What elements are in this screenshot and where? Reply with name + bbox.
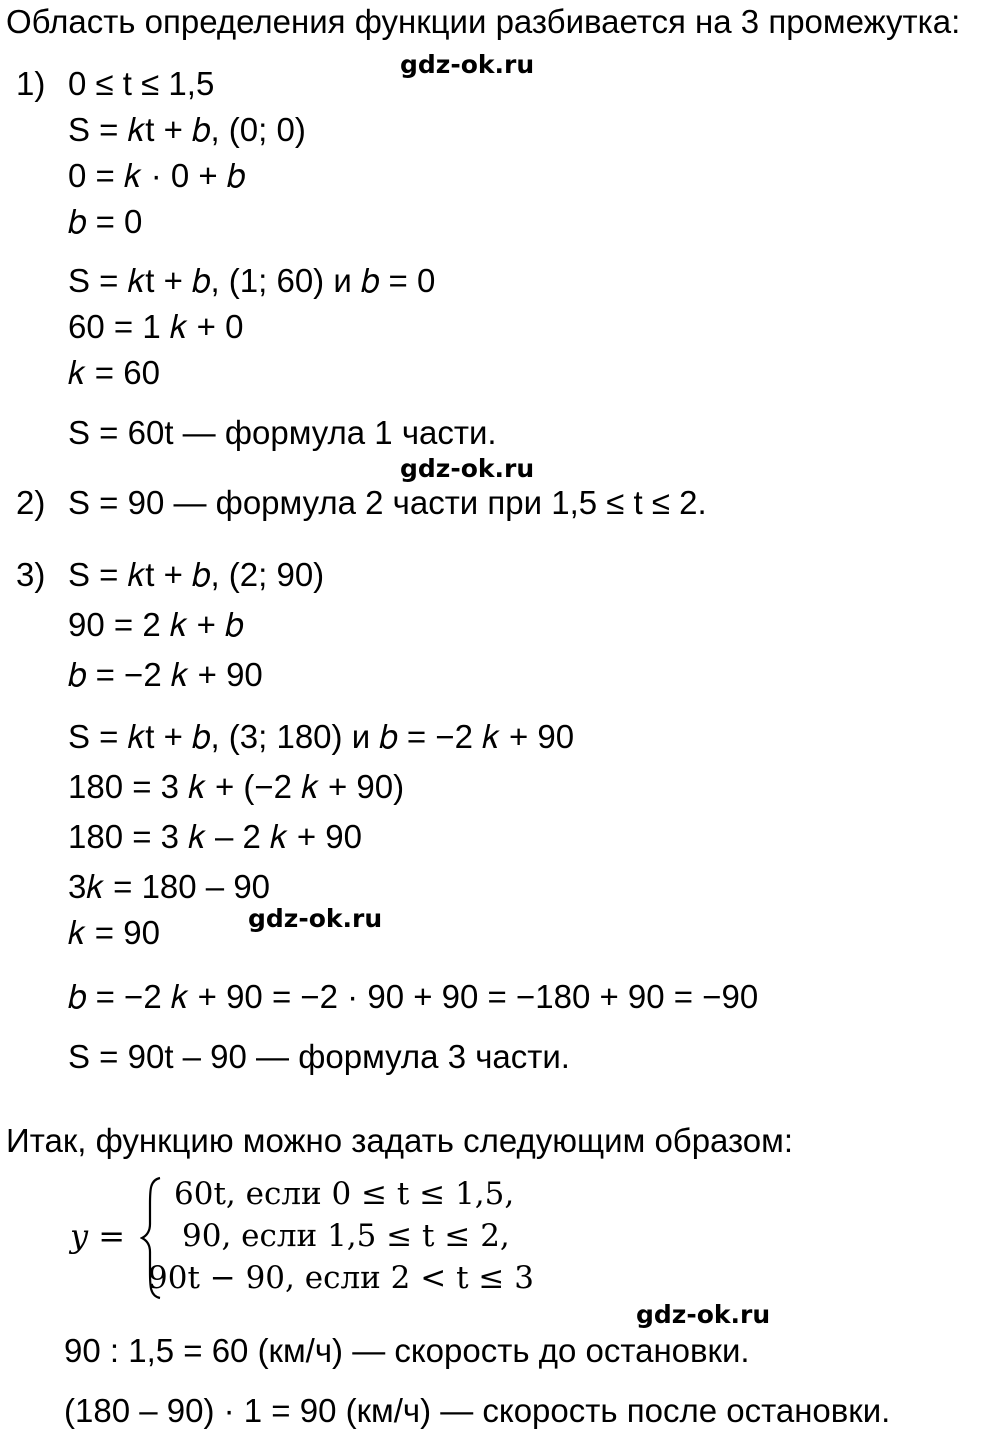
part3-line: 𝑘 = 90 (68, 914, 160, 951)
part3-line: 180 = 3 𝑘 + (−2 𝑘 + 90) (68, 768, 405, 805)
part1-line: 𝑏 = 0 (68, 203, 143, 240)
watermark: gdz-ok.ru (400, 454, 535, 483)
part1-formula: S = 60t — формула 1 части. (68, 414, 497, 451)
part3-formula: S = 90t – 90 — формула 3 части. (68, 1038, 570, 1075)
summary-text: Итак, функцию можно задать следующим образом: (6, 1122, 794, 1159)
system-case: 90, если 1,5 ≤ t ≤ 2, (182, 1218, 510, 1254)
part1-line: 0 = 𝑘 · 0 + 𝑏 (68, 157, 246, 194)
part1-line: 0 ≤ t ≤ 1,5 (68, 65, 215, 102)
part1-line: 𝑘 = 60 (68, 354, 160, 391)
part1-line: S = 𝑘t + 𝑏, (0; 0) (68, 111, 306, 148)
part3-line: 𝑏 = −2 𝑘 + 90 (68, 656, 263, 693)
part3-line: 90 = 2 𝑘 + 𝑏 (68, 606, 244, 643)
watermark: gdz-ok.ru (636, 1300, 771, 1329)
speed-after-stop: (180 – 90) · 1 = 90 (км/ч) — скорость после остановки. (64, 1392, 891, 1429)
system-case: 90t − 90, если 2 < t ≤ 3 (148, 1260, 534, 1296)
part3-line: S = 𝑘t + 𝑏, (2; 90) (68, 556, 325, 593)
piecewise-system (70, 1172, 590, 1302)
part3-line: 𝑏 = −2 𝑘 + 90 = −2 · 90 + 90 = −180 + 90 = −90 (68, 978, 759, 1015)
system-case: 60t, если 0 ≤ t ≤ 1,5, (174, 1176, 515, 1212)
intro-text: Область определения функции разбивается на 3 промежутка: (6, 3, 961, 40)
watermark: gdz-ok.ru (248, 904, 383, 933)
part1-line: S = 𝑘t + 𝑏, (1; 60) и 𝑏 = 0 (68, 262, 436, 299)
part1-number: 1) (16, 65, 46, 102)
speed-before-stop: 90 : 1,5 = 60 (км/ч) — скорость до остановки. (64, 1332, 750, 1369)
part2-number: 2) (16, 484, 46, 521)
part3-line: 3𝑘 = 180 – 90 (68, 868, 271, 905)
part1-line: 60 = 1 𝑘 + 0 (68, 308, 244, 345)
part2-formula: S = 90 — формула 2 части при 1,5 ≤ t ≤ 2. (68, 484, 707, 521)
part3-line: S = 𝑘t + 𝑏, (3; 180) и 𝑏 = −2 𝑘 + 90 (68, 718, 575, 755)
part3-line: 180 = 3 𝑘 – 2 𝑘 + 90 (68, 818, 362, 855)
system-lhs: 𝑦 = (70, 1217, 126, 1255)
part3-number: 3) (16, 556, 46, 593)
watermark: gdz-ok.ru (400, 50, 535, 79)
